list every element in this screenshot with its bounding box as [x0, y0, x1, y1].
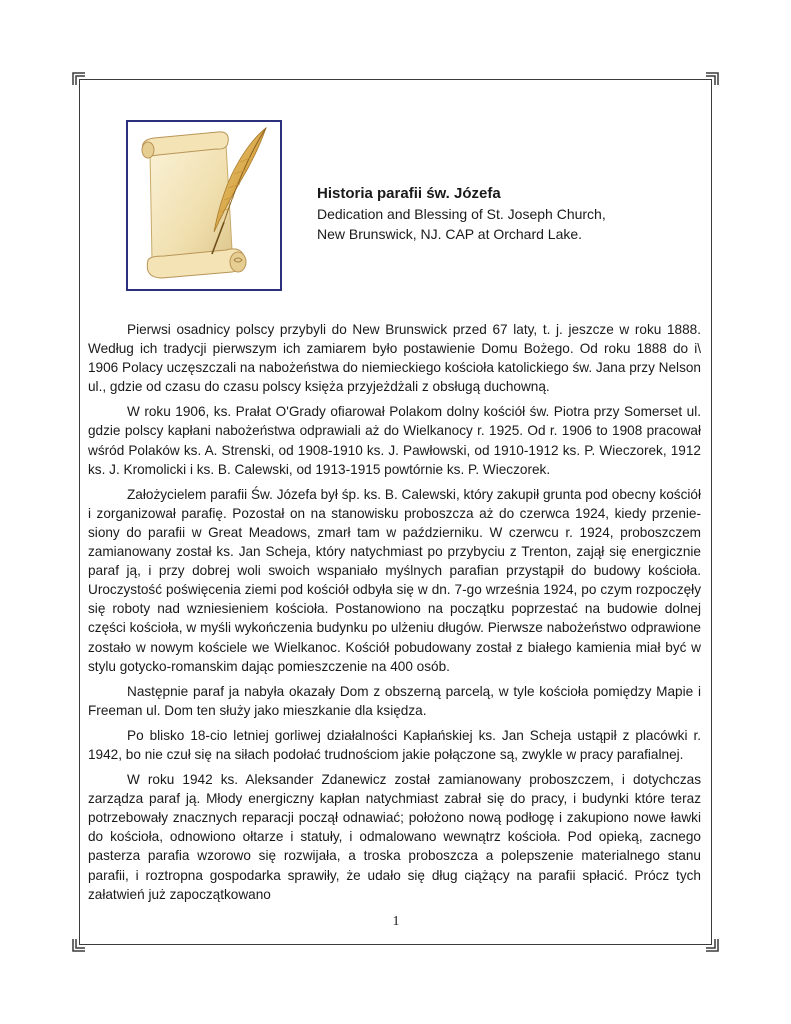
document-header	[317, 184, 677, 244]
page-number: 1	[392, 914, 400, 929]
paragraph: Założycielem parafii Św. Józefa był śp. ks. B. Calewski, który zakupił grunta pod obecny kościół i zorganizował parafię. Pozostał on na stanowisku proboszcza aż do czerwca 1924, kiedy przeniesiony do parafii w Great Meadows, zmarł tam w październiku. W czerwcu r. 1924, proboszczem zamianowany został ks. Jan Scheja, który natychmiast po przybyciu z Trenton, zajął się energicznie paraf ją, i przy dobrej woli swoich wspaniało myślnych parafian przystąpił do budowy kościoła. Uroczystość poświęcenia ziemi pod kościół odbyła się w dn. 7-go września 1924, po czym rozpoczęły się roboty nad wzniesieniem kościoła. Postanowiono na początku poprzestać na budowie dolnej części kościoła, w myśli wykończenia budynku po ulżeniu długów. Pierwsze nabożeństwo odprawione zostało w nowym kościele we Wielkanoc. Kościół pobudowany został z białego kamienia miał być w stylu gotycko-romanskim dając pomieszczenie na 400 osób.	[88, 486, 701, 674]
corner-ornament-icon	[704, 71, 720, 87]
corner-ornament-icon	[71, 937, 87, 953]
scroll-and-quill-image	[126, 120, 282, 291]
document-body	[88, 320, 701, 910]
paragraph: Pierwsi osadnicy polscy przybyli do New Brunswick przed 67 laty, t. j. jeszcze w roku 1888. Według ich tradycji pierwszym ich zamiarem było postawienie Domu Bożego. Od roku 1888 do i\ 1906 Polacy uczęszczali na nabożeństwa do niemieckiego kościoła katolickiego św. Jana przy Nelson ul., gdzie od czasu do czasu polscy księża przyjeżdżali z obsługą duchowną.	[88, 322, 701, 395]
corner-ornament-icon	[704, 937, 720, 953]
paragraph: Po blisko 18-cio letniej gorliwej działalności Kapłańskiej ks. Jan Scheja ustąpił z placówki r. 1942, bo nie czuł się na siłach podołać trudnościom jakie połączone są, zwykle w pracy parafialnej.	[88, 727, 701, 762]
corner-ornament-icon	[71, 71, 87, 87]
document-title: Historia parafii św. Józefa	[317, 185, 501, 202]
paragraph: W roku 1942 ks. Aleksander Zdanewicz został zamianowany proboszczem, i dotychczas zarządza paraf ją. Młody energiczny kapłan natychmiast zabrał się do pracy, i budynki które teraz potrzebowały znacznych reparacji począł odnawiać; położono nową podłogę i zakupiono nowe ławki do kościoła, odnowiono ołtarze i statuły, i odmalowano wewnątrz kościoła. Pod opieką, zacnego pasterza parafia wzorowo się rozwijała, a troska proboszcza a polepszenie materialnego stanu parafii, i roztropna gospodarka sprawiły, że udało się dług ciążący na parafii spłacić. Prócz tych załatwień już zapoczątkowano	[88, 772, 701, 902]
paragraph: Następnie paraf ja nabyła okazały Dom z obszerną parcelą, w tyle kościoła pomiędzy Mapie i Freeman ul. Dom ten służy jako mieszkanie dla księdza.	[88, 683, 701, 718]
document-subtitle-line: New Brunswick, NJ. CAP at Orchard Lake.	[317, 226, 583, 242]
scroll-and-quill-icon	[128, 122, 280, 289]
paragraph: W roku 1906, ks. Prałat O'Grady ofiarował Polakom dolny kościół św. Piotra przy Somerset ul. gdzie polscy kapłani nabożeństwa odprawiali aż do Wielkanocy r. 1925. Od r. 1906 to 1908 pracował wśród Polaków ks. A. Strenski, od 1908-1910 ks. J. Pawłowski, od 1910-1912 ks. P. Wieczorek, 1912 ks. J. Kromolicki i ks. B. Calewski, od 1913-1915 powtórnie ks. P. Wieczorek.	[88, 404, 701, 477]
document-subtitle-line: Dedication and Blessing of St. Joseph Church,	[317, 206, 606, 222]
